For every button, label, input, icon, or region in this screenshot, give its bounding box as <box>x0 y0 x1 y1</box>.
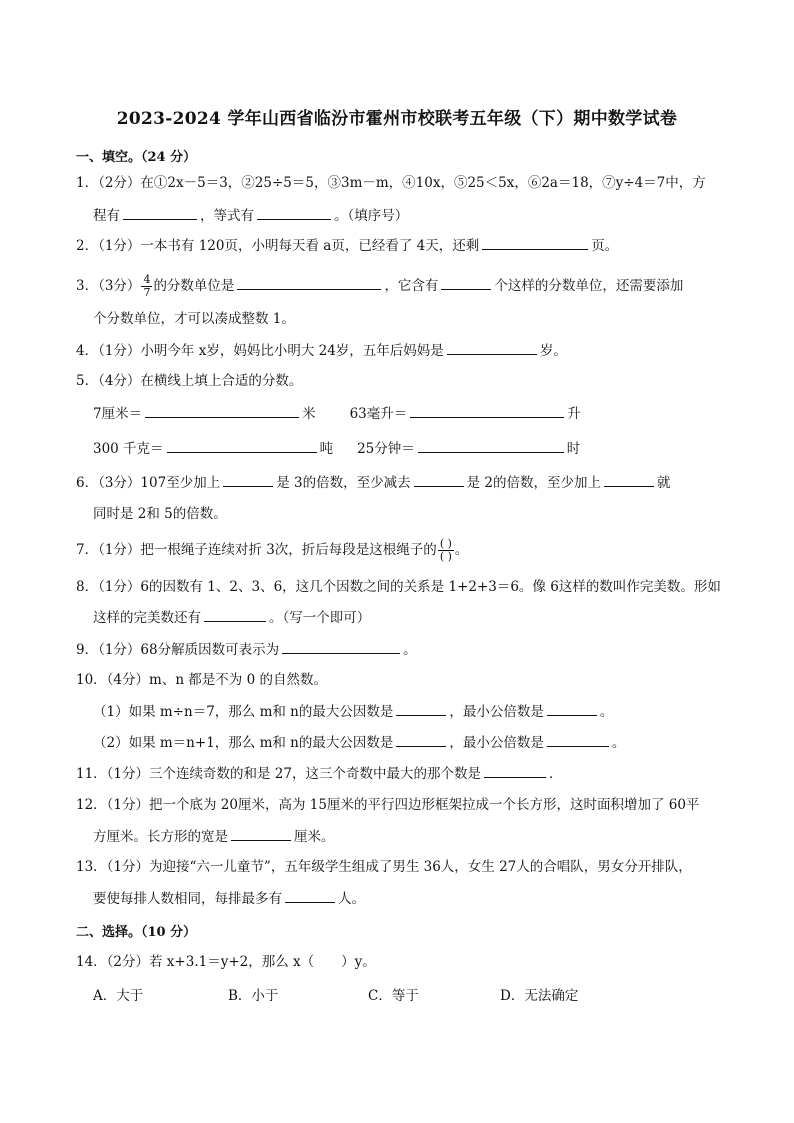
answer-blank[interactable] <box>482 236 588 250</box>
answer-blank[interactable] <box>418 439 564 453</box>
fraction-numerator-blank[interactable]: ( ) <box>439 537 452 550</box>
option-a[interactable]: A．大于 <box>93 988 144 1004</box>
question-4-unit: 岁。 <box>539 343 567 359</box>
question-13-text: 要使每排人数相同，每排最多有 <box>93 891 282 907</box>
question-10-part-1-end: 。 <box>599 704 614 720</box>
question-9-text: 9．（1分）68分解质因数可表示为 <box>76 642 280 658</box>
answer-blank[interactable] <box>396 702 446 716</box>
question-1-text-end: 。（填序号） <box>334 208 409 224</box>
question-10-part-1-lcm: ，最小公倍数是 <box>449 704 544 720</box>
answer-blank[interactable] <box>484 764 546 778</box>
question-13-line-1: 13．（1分）为迎接“六一儿童节”，五年级学生组成了男生 36人，女生 27人的合唱队，男女分开排队， <box>76 859 692 875</box>
answer-blank[interactable] <box>547 702 597 716</box>
question-5: 5．（4分）在横线上填上合适的分数。 <box>76 373 303 389</box>
answer-blank[interactable] <box>285 889 335 903</box>
fraction-four-sevenths <box>141 274 152 299</box>
question-12-line-2 <box>93 827 335 846</box>
unit-liter: 升 <box>567 406 581 422</box>
question-8-end: 。（写一个即可） <box>269 610 371 626</box>
question-7-end: 。 <box>454 542 469 558</box>
answer-blank[interactable] <box>204 608 266 622</box>
conversion-cm: 7厘米＝ <box>93 406 143 422</box>
question-9 <box>76 640 417 659</box>
answer-blank[interactable] <box>223 473 273 487</box>
question-1-text-equalities: ，等式有 <box>200 208 254 224</box>
question-8-line-2 <box>93 608 370 627</box>
question-6-text-a: 6．（3分）107至少加上 <box>76 475 221 491</box>
question-5-row-2 <box>93 439 580 458</box>
fraction-numerator: 4 <box>143 273 151 286</box>
question-7 <box>76 538 468 563</box>
question-6-line-2: 同时是 2和 5的倍数。 <box>93 506 227 522</box>
question-3-text-c: 个这样的分数单位，还需要添加 <box>494 278 684 294</box>
question-6-text-b: 是 3的倍数，至少减去 <box>276 475 411 491</box>
answer-blank[interactable] <box>282 640 400 654</box>
section-choice-heading: 二、选择。（10 分） <box>76 925 197 940</box>
conversion-kg: 300 千克＝ <box>93 441 164 457</box>
question-12-line-1: 12．（1分）把一个底为 20厘米，高为 15厘米的平行四边形框架拉成一个长方形，这时面积增加了 60平 <box>76 797 700 813</box>
question-11-end: ． <box>549 766 563 782</box>
unit-ton: 吨 <box>319 441 334 457</box>
question-3-line-1 <box>76 274 683 299</box>
question-1-text-equations: 程有 <box>93 208 120 224</box>
answer-blank[interactable] <box>237 276 381 290</box>
answer-blank[interactable] <box>441 276 491 290</box>
answer-blank[interactable] <box>145 404 299 418</box>
question-11-text: 11．（1分）三个连续奇数的和是 27，这三个奇数中最大的那个数是 <box>76 766 481 782</box>
question-3-text-a: 的分数单位是 <box>153 278 235 294</box>
question-10-part-1 <box>93 702 613 721</box>
answer-blank[interactable] <box>414 473 464 487</box>
fraction-denominator: 7 <box>143 286 151 299</box>
question-14: 14．（2分）若 x+3.1＝y+2，那么 x（ ）y。 <box>76 954 376 970</box>
question-5-row-1 <box>93 404 581 423</box>
answer-blank[interactable] <box>123 206 197 220</box>
question-3-line-2: 个分数单位，才可以凑成整数 1。 <box>93 311 295 327</box>
question-10-part-2-end: 。 <box>611 735 626 751</box>
option-d[interactable]: D．无法确定 <box>500 988 579 1004</box>
question-6-text-d: 就 <box>656 475 671 491</box>
question-13-unit: 人。 <box>338 891 365 907</box>
question-13-line-2 <box>93 889 365 908</box>
question-12-unit: 厘米。 <box>294 829 335 845</box>
question-2-unit: 页。 <box>591 238 619 254</box>
question-8-text: 这样的完美数还有 <box>93 610 201 626</box>
question-2-text: 2．（1分）一本书有 120页，小明每天看 a页，已经看了 4天，还剩 <box>76 238 480 254</box>
answer-blank[interactable] <box>167 439 317 453</box>
option-b[interactable]: B．小于 <box>228 988 279 1004</box>
question-1-line-1: 1．（2分）在①2x－5＝3，②25÷5＝5，③3m－m，④10x，⑤25＜5x，⑥2a＝18，⑦y÷4＝7中，方 <box>76 175 706 191</box>
question-9-end: 。 <box>403 642 417 658</box>
question-4-text: 4．（1分）小明今年 x岁，妈妈比小明大 24岁，五年后妈妈是 <box>76 343 444 359</box>
question-6-text-c: 是 2的倍数，至少加上 <box>466 475 601 491</box>
answer-blank[interactable] <box>447 341 537 355</box>
question-6-line-1 <box>76 473 670 492</box>
question-12-text: 方厘米。长方形的宽是 <box>93 829 228 845</box>
conversion-minute: 25分钟＝ <box>357 441 415 457</box>
question-2 <box>76 236 618 255</box>
answer-blank[interactable] <box>410 404 564 418</box>
question-10-part-1-text: （1）如果 m÷n＝7，那么 m和 n的最大公因数是 <box>93 704 394 720</box>
fraction-blank[interactable] <box>438 538 454 563</box>
question-10-part-2-lcm: ，最小公倍数是 <box>449 735 544 751</box>
answer-blank[interactable] <box>604 473 654 487</box>
question-11 <box>76 764 563 783</box>
question-1-line-2 <box>93 206 408 225</box>
answer-blank[interactable] <box>257 206 331 220</box>
answer-blank[interactable] <box>231 827 291 841</box>
exam-title: 2023-2024 学年山西省临汾市霍州市校联考五年级（下）期中数学试卷 <box>116 109 678 129</box>
conversion-ml: 63毫升＝ <box>349 406 408 422</box>
question-4 <box>76 341 567 360</box>
question-8-line-1: 8．（1分）6的因数有 1、2、3、6，这几个因数之间的关系是 1+2+3＝6。像 6这样的数叫作完美数。形如 <box>76 579 721 595</box>
question-3-text-b: ，它含有 <box>384 278 439 294</box>
question-10-part-2 <box>93 733 625 752</box>
answer-blank[interactable] <box>396 733 446 747</box>
unit-meter: 米 <box>302 406 316 422</box>
question-3-number: 3．（3分） <box>76 278 141 294</box>
question-10: 10．（4分）m、n 都是不为 0 的自然数。 <box>76 672 327 688</box>
question-10-part-2-text: （2）如果 m＝n+1，那么 m和 n的最大公因数是 <box>93 735 394 751</box>
unit-hour: 时 <box>566 441 581 457</box>
fraction-denominator-blank[interactable]: ( ) <box>439 550 452 563</box>
option-c[interactable]: C．等于 <box>368 988 419 1004</box>
answer-blank[interactable] <box>547 733 609 747</box>
question-7-text: 7．（1分）把一根绳子连续对折 3次，折后每段是这根绳子的 <box>76 542 437 558</box>
section-fill-in-heading: 一、填空。（24 分） <box>76 150 197 165</box>
